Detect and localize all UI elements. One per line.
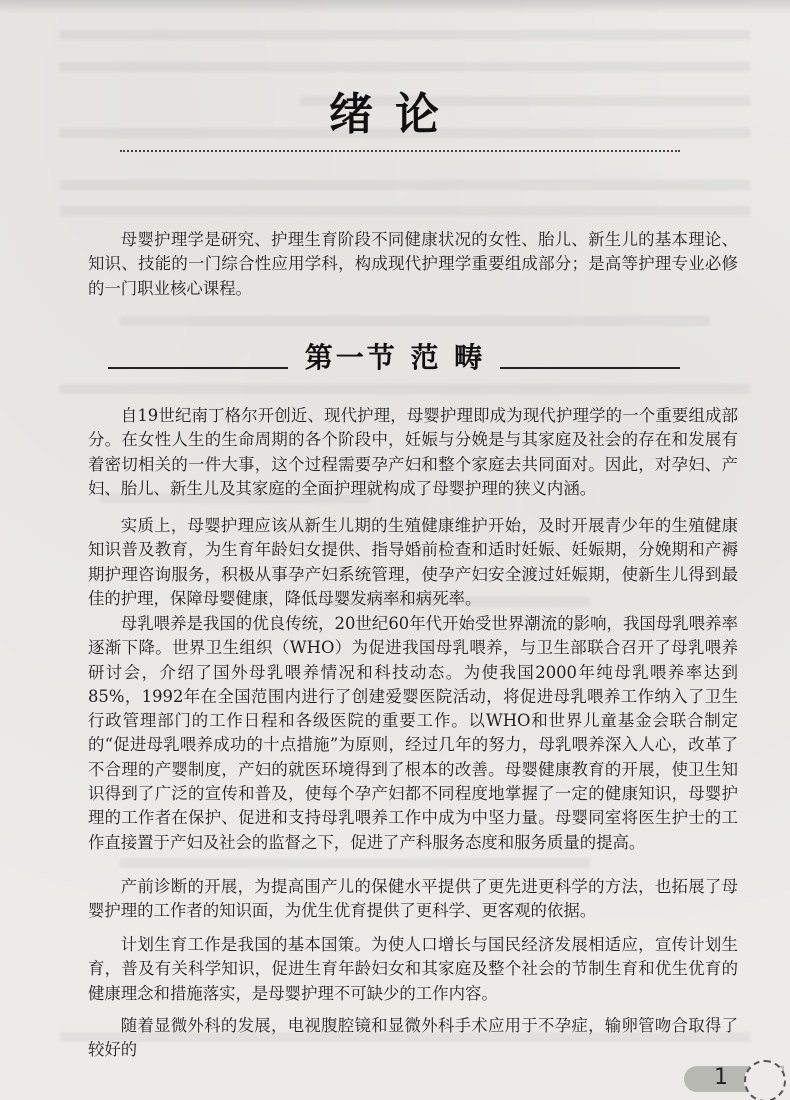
body-paragraph: 计划生育工作是我国的基本国策。为使人口增长与国民经济发展相适应，宣传计划生育，普及有关科学知识，促进生育年龄妇女和其家庭及整个社会的节制生育和优生优育的健康理念和措施落实，是母婴护理不可缺少的工作内容。 [88,935,738,1003]
bleed-through [120,858,590,868]
dashed-circle-ornament [744,1060,786,1100]
body-paragraph: 母乳喂养是我国的优良传统，20世纪60年代开始受世界潮流的影响，我国母乳喂养率逐渐下降。世界卫生组织（WHO）为促进我国母乳喂养，与卫生部联合召开了母乳喂养研讨会，介绍了国外母乳喂养情况和科技动态。为使我国2000年纯母乳喂养率达到85%，1992年在全国范围内进行了创建爱婴医院活动，将促进母乳喂养工作纳入了卫生行政管理部门的工作日程和各级医院的重要工作。以WHO和世界儿童基金会联合制定的“促进母乳喂养成功的十点措施”为原则，经过几年的努力，母乳喂养深入人心，改革了不合理的产婴制度，产妇的就医环境得到了根本的改善。母婴健康教育的开展，使卫生知识得到了广泛的宣传和普及，使每个孕产妇都不同程度地掌握了一定的健康知识，母婴护理的工作者在保护、促进和支持母乳喂养工作中成为中坚力量。母婴同室将医生护士的工作直接置于产妇及社会的监督之下，促进了产科服务态度和服务质量的提高。 [88,614,738,852]
page-number-badge [684,1060,790,1100]
bleed-through [60,62,750,72]
bleed-through [120,316,710,326]
scan-edge-shadow [0,0,790,14]
bleed-through [60,384,750,394]
body-paragraph: 实质上，母婴护理应该从新生儿期的生殖健康维护开始，及时开展青少年的生殖健康知识普及教育，为生育年龄妇女提供、指导婚前检查和适时妊娠、妊娠期，分娩期和产褥期护理咨询服务，积极从事孕产妇系统管理，使孕产妇安全渡过妊娠期，使新生儿得到最佳的护理，保障母婴健康，降低母婴发病率和病死率。 [88,516,738,608]
bleed-through [60,206,750,216]
bleed-through [60,30,750,40]
intro-paragraph: 母婴护理学是研究、护理生育阶段不同健康状况的女性、胎儿、新生儿的基本理论、知识、技能的一门综合性应用学科，构成现代护理学重要组成部分；是高等护理专业必修的一门职业核心课程。 [88,230,738,298]
page-number: 1 [714,1065,728,1090]
body-paragraph: 产前诊断的开展，为提高围产儿的保健水平提供了更先进更科学的方法，也拓展了母婴护理的工作者的知识面，为优生优育提供了更科学、更客观的依据。 [88,877,738,921]
title-dotted-divider [120,150,680,152]
section-rule-right [500,367,680,369]
body-paragraph: 随着显微外科的发展，电视腹腔镜和显微外科手术应用于不孕症，输卵管吻合取得了较好的 [88,1016,738,1060]
body-paragraph: 自19世纪南丁格尔开创近、现代护理，母婴护理即成为现代护理学的一个重要组成部分。在女性人生的生命周期的各个阶段中，妊娠与分娩是与其家庭及社会的存在和发展有着密切相关的一件大事，这个过程需要孕产妇和整个家庭去共同面对。因此，对孕妇、产妇、胎儿、新生儿及其家庭的全面护理就构成了母婴护理的狭义内涵。 [88,406,738,498]
chapter-title: 绪论 [329,89,461,140]
section-title: 第一节 范 畴 [304,341,486,374]
bleed-through [60,180,750,190]
